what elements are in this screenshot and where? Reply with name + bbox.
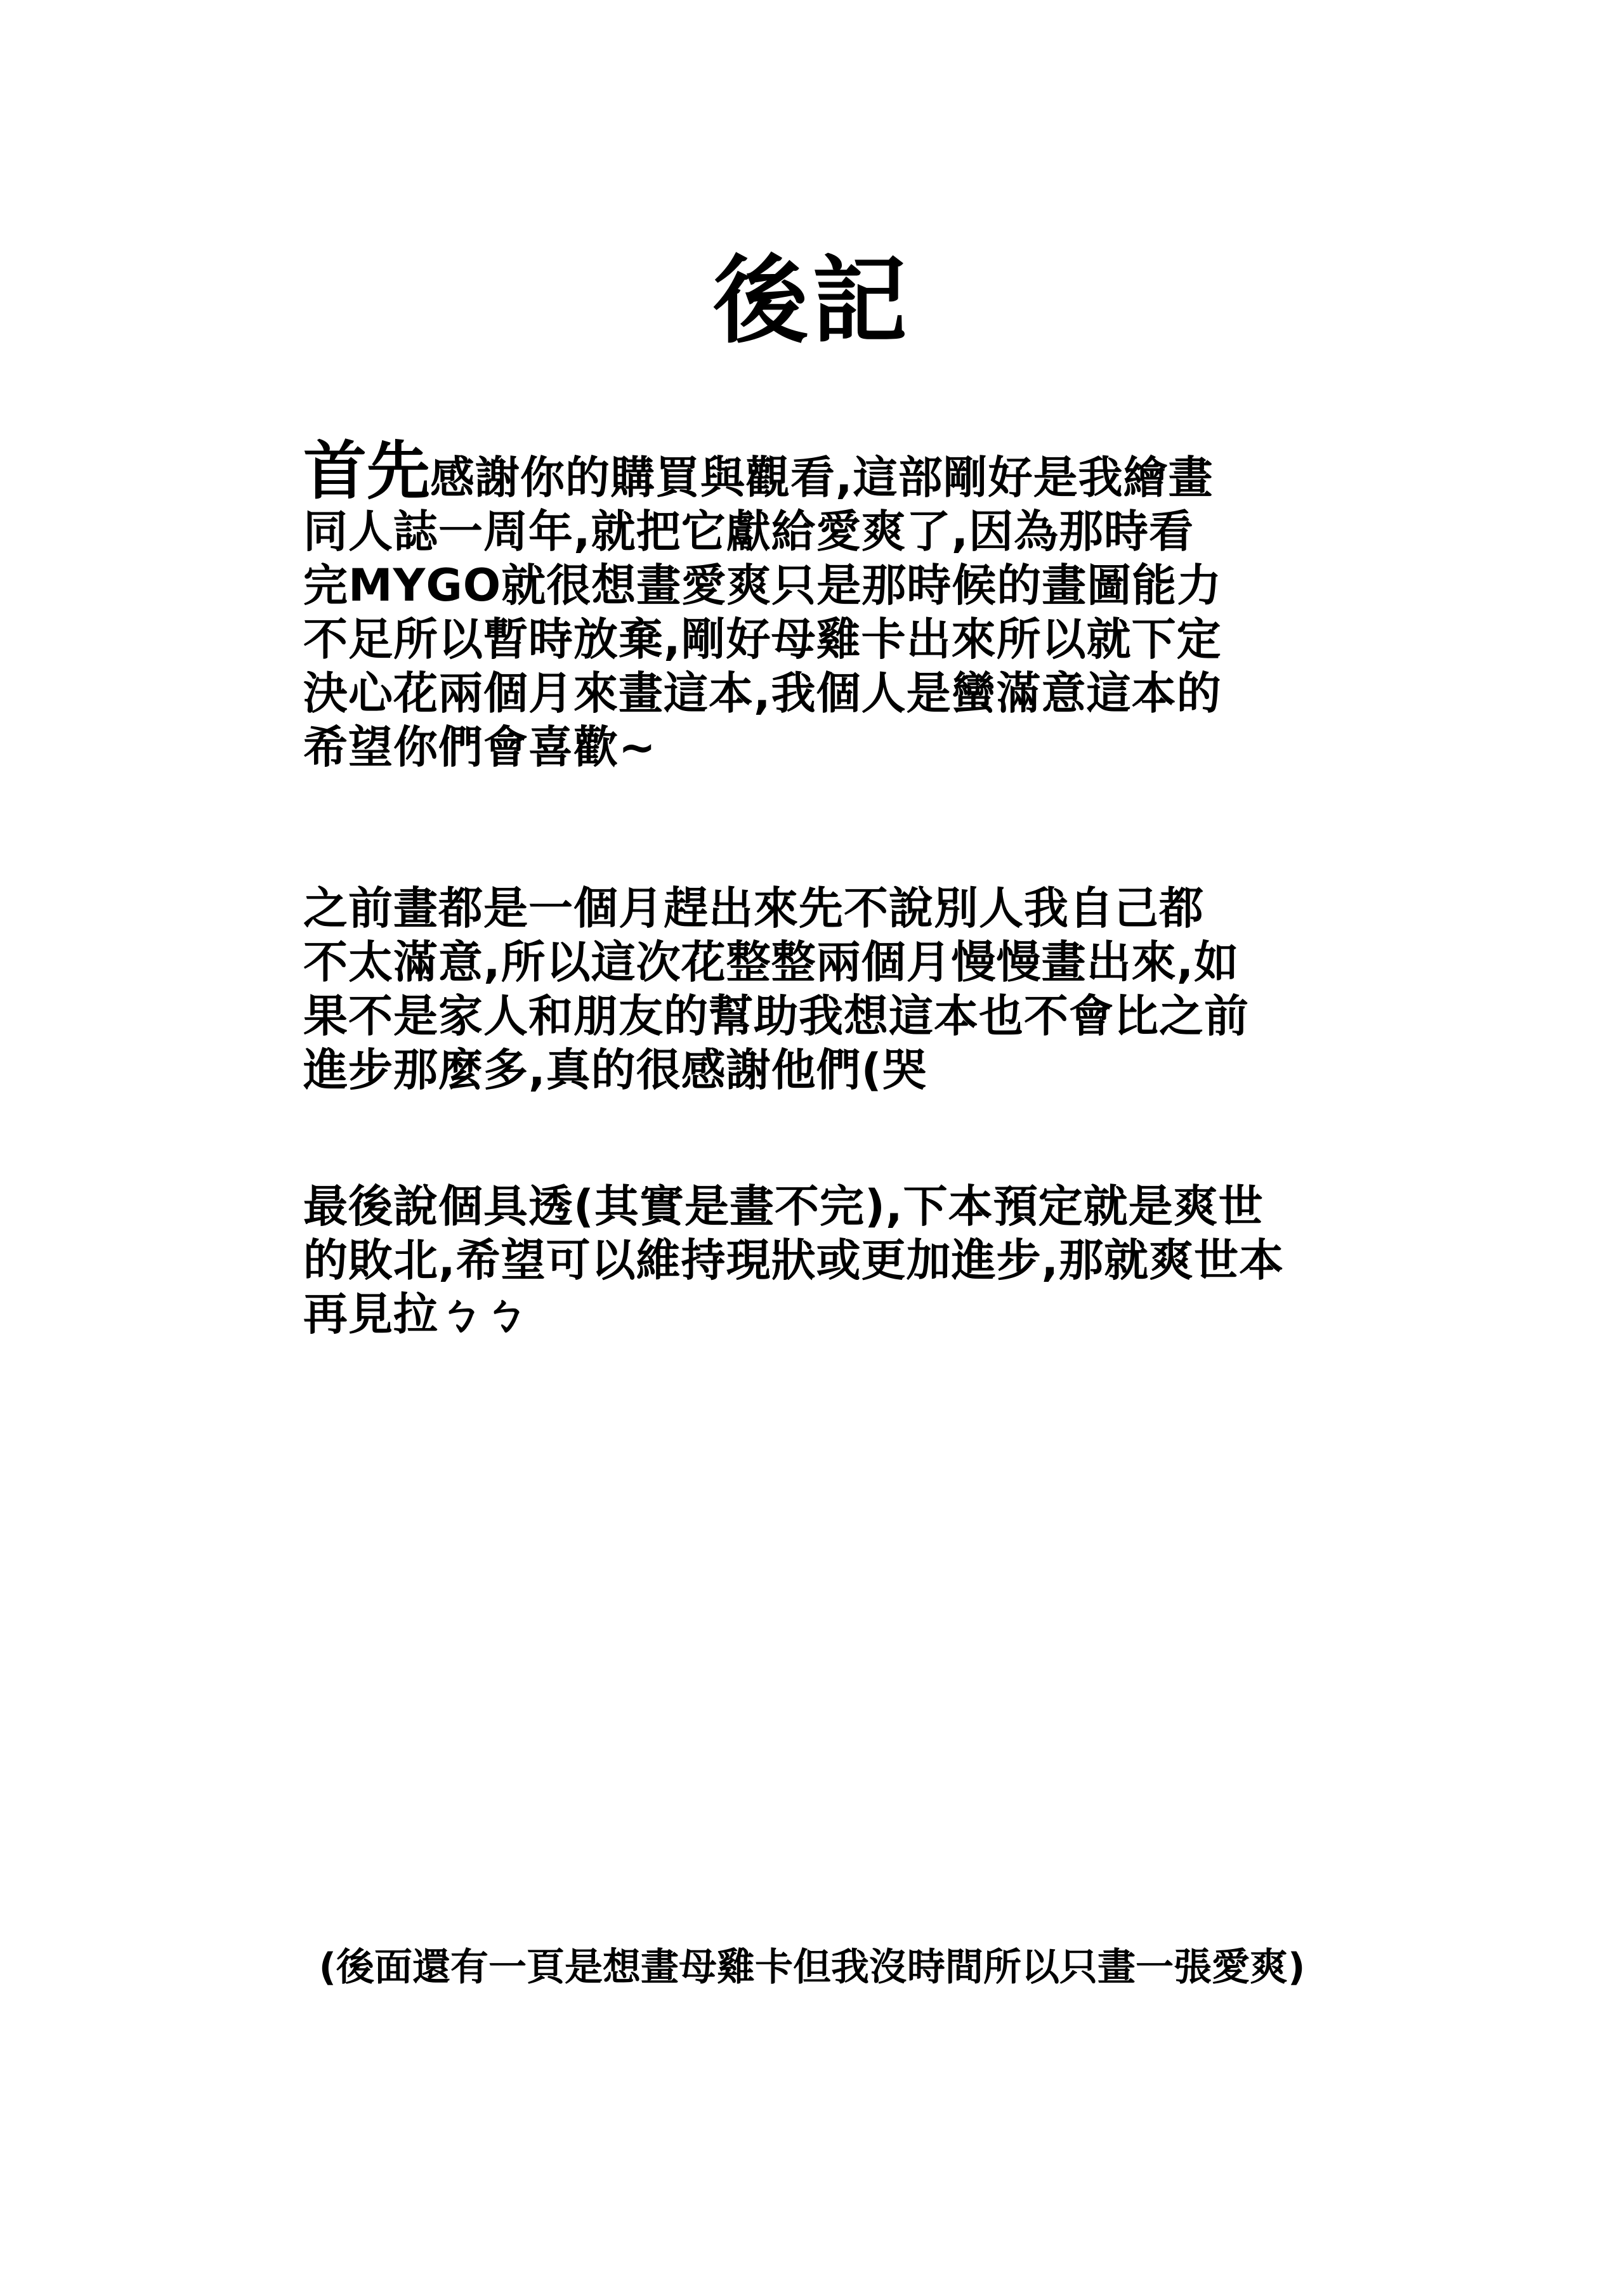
- paragraph-line: 果不是家人和朋友的幫助我想這本也不會比之前: [303, 990, 1249, 1042]
- lead-text: 首先: [303, 434, 430, 508]
- paragraph-line: 不太滿意,所以這次花整整兩個月慢慢畫出來,如: [303, 936, 1240, 988]
- paragraph-line: [303, 434, 1445, 508]
- paragraph-line: 決心花兩個月來畫這本,我個人是蠻滿意這本的: [303, 667, 1222, 719]
- footer-note: (後面還有一頁是想畫母雞卡但我沒時間所以只畫一張愛爽): [318, 1945, 1306, 1990]
- paragraph-line: 最後說個具透(其實是畫不完),下本預定就是爽世: [303, 1180, 1264, 1232]
- paragraph-line: 不足所以暫時放棄,剛好母雞卡出來所以就下定: [303, 613, 1222, 665]
- paragraph-line: 之前畫都是一個月趕出來先不說別人我自己都: [303, 882, 1204, 934]
- paragraph-line: 同人誌一周年,就把它獻給愛爽了,因為那時看: [303, 506, 1195, 558]
- paragraph-3: [303, 1180, 1445, 1341]
- paragraph-2: [303, 882, 1445, 1097]
- page-title: 後記: [712, 246, 911, 356]
- paragraph-line: 希望你們會喜歡~: [303, 721, 657, 773]
- paragraph-line: 進步那麼多,真的很感謝他們(哭: [303, 1044, 927, 1096]
- paragraph-1: [303, 434, 1445, 774]
- line-text: 感謝你的購買與觀看,這部剛好是我繪畫: [430, 452, 1214, 504]
- paragraph-line: 再見拉ㄅㄅ: [303, 1288, 528, 1340]
- paragraph-line: 完MYGO就很想畫愛爽只是那時候的畫圖能力: [303, 559, 1222, 611]
- paragraph-line: 的敗北,希望可以維持現狀或更加進步,那就爽世本: [303, 1234, 1285, 1286]
